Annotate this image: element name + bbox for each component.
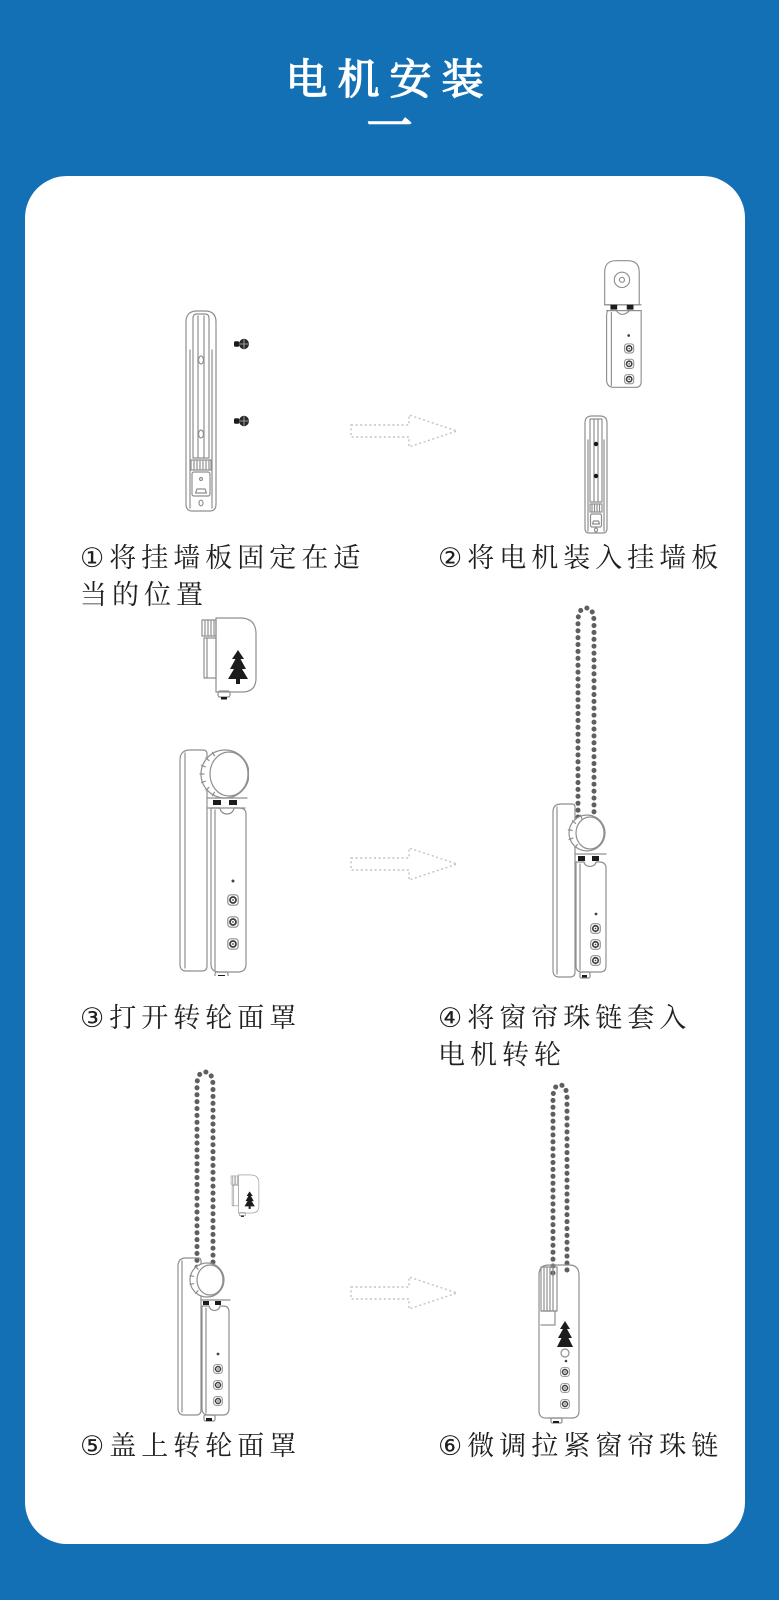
screw-icon: [233, 337, 250, 350]
covered-motor-chain-illustration: [535, 1073, 585, 1425]
wheel-cover-illustration: [196, 614, 262, 700]
step-arrow-icon: [347, 410, 463, 452]
motor-open-wheel-illustration: [177, 744, 249, 976]
step-6-number: ⑥: [438, 1431, 468, 1461]
step-3-text: 打开转轮面罩: [109, 1003, 302, 1033]
motor-chain-and-cover-illustration: [176, 1058, 266, 1422]
step-1-number: ①: [80, 543, 110, 573]
step-2-caption: [438, 540, 768, 577]
step-2-text: 将电机装入挂墙板: [467, 543, 724, 573]
wall-plate-illustration: [176, 308, 226, 518]
step-5-caption: [80, 1428, 410, 1465]
step-5-number: ⑤: [80, 1431, 110, 1461]
step-6-text: 微调拉紧窗帘珠链: [467, 1431, 724, 1461]
step-4-caption: [438, 1000, 716, 1074]
step-1-caption: [80, 540, 380, 614]
motor-with-bead-chain-illustration: [550, 598, 608, 980]
step-arrow-icon: [347, 1272, 463, 1314]
step-2-number: ②: [438, 543, 468, 573]
motor-illustration: [597, 254, 645, 394]
page-title: 电机安装: [285, 56, 494, 103]
step-3-caption: [80, 1000, 410, 1037]
screw-icon: [233, 414, 250, 427]
step-4-text: 将窗帘珠链套入电机转轮: [438, 1003, 692, 1070]
step-4-number: ④: [438, 1003, 468, 1033]
step-1-text: 将挂墙板固定在适当的位置: [80, 543, 366, 610]
step-3-number: ③: [80, 1003, 110, 1033]
step-6-caption: [438, 1428, 768, 1465]
step-5-text: 盖上转轮面罩: [109, 1431, 302, 1461]
step-arrow-icon: [347, 843, 463, 885]
title-divider: 一: [366, 100, 413, 152]
mounted-wall-plate-illustration: [580, 414, 612, 536]
